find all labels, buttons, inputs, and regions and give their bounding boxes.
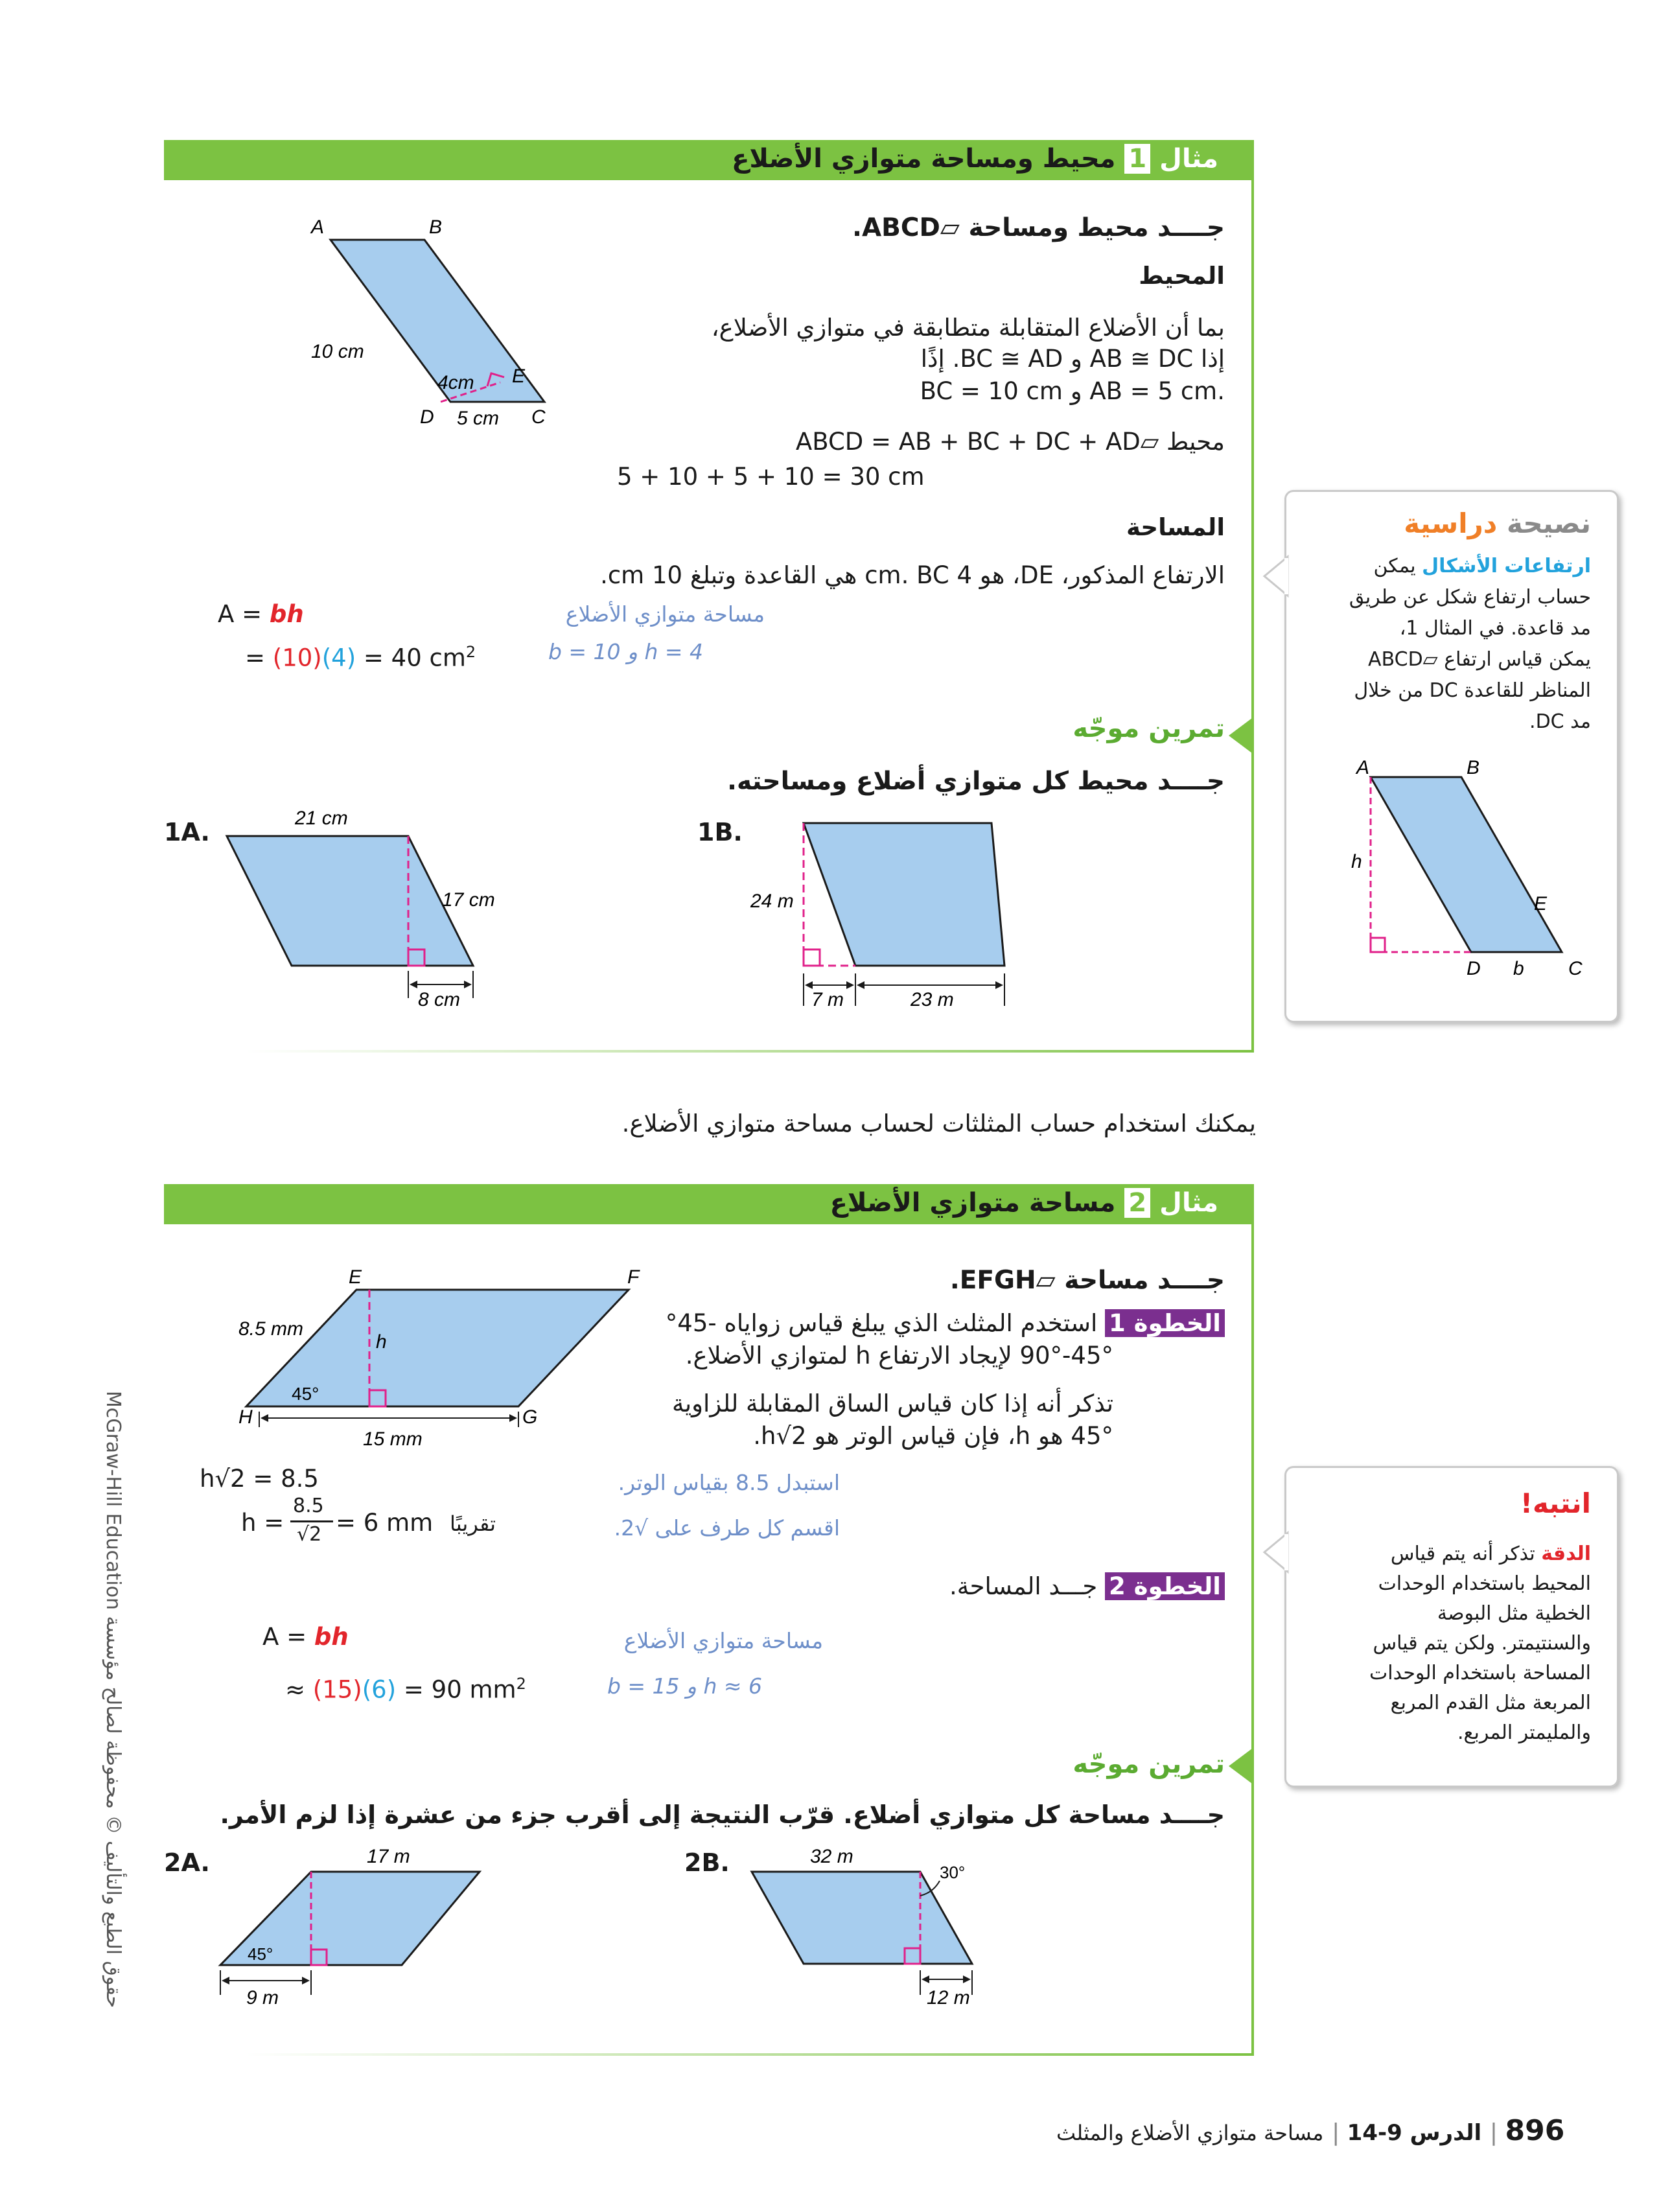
formula2-line2: ≈ (15)(6) = 90 $mm^2$ — [285, 1675, 526, 1704]
note2-substitute: استبدل 8.5 بقياس الوتر. — [618, 1470, 840, 1495]
perimeter-line-2: إذا AB ≅ DC و BC ≅ AD. إذًا — [920, 345, 1225, 373]
study-tip-box — [1284, 490, 1619, 1023]
tip-label-d: D — [1467, 958, 1481, 979]
tip-label-e: E — [1534, 893, 1548, 914]
parallelogram-1b — [804, 823, 1004, 966]
label-h-vertex: H — [238, 1406, 253, 1428]
note2-values: b = 15 و h ≈ 6 — [607, 1673, 762, 1699]
guided2-pointer — [1229, 1749, 1252, 1784]
caution-line-1: الدقة تذكر أنه يتم قياس — [1390, 1543, 1591, 1565]
guided1-prompt: جــــد محيط كل متوازي أضلاع ومساحته. — [727, 767, 1225, 796]
example2-frame-bottom — [246, 2053, 1254, 2056]
example1-figure — [285, 207, 596, 480]
eq-h-root2: h√2 = 8.5 — [200, 1465, 319, 1493]
study-tip-title: نصيحة دراسية — [1404, 507, 1591, 539]
example1-prompt: جــــد محيط ومساحة ▱ABCD. — [852, 213, 1225, 242]
label-h-height: h — [376, 1331, 387, 1353]
perimeter-heading: المحيط — [1139, 262, 1225, 290]
label-2a-bottom: 9 m — [246, 1987, 279, 2008]
label-d: D — [420, 406, 434, 428]
caution-line-6: المربعة مثل القدم المربع — [1390, 1692, 1591, 1714]
formula1-line2: = (10)(4) = 40 $cm^2$ — [245, 643, 476, 672]
problem-1b-label: 1B. — [697, 818, 743, 846]
example2-title: مثال 2 مساحة متوازي الأضلاع — [830, 1188, 1218, 1218]
label-e: E — [512, 366, 526, 387]
guided2-title: تمرين موجّه — [1073, 1749, 1225, 1779]
study-tip-pointer — [1264, 557, 1288, 596]
study-tip-line-6: مد DC. — [1529, 710, 1591, 733]
label-f: F — [627, 1266, 640, 1288]
study-tip-line-3: مد قاعدة. في المثال 1، — [1399, 617, 1591, 640]
area-line-1: الارتفاع المذكور، DE، هو 4 cm. BC هي القاعدة وتبلغ 10 cm. — [600, 561, 1225, 589]
footer-title: مساحة متوازي الأضلاع والمثلث — [1056, 2121, 1324, 2145]
caution-title: انتبه! — [1520, 1487, 1591, 1519]
parallelogram-2b — [752, 1872, 972, 1964]
label-1b-left: 7 m — [811, 989, 844, 1010]
label-height-4cm: 4cm — [437, 372, 474, 393]
problem-2b-label: 2B. — [684, 1848, 730, 1877]
label-1a-bottom: 8 cm — [418, 989, 461, 1010]
example1-frame-right — [1251, 180, 1254, 1052]
example2-frame-right — [1251, 1224, 1254, 2056]
problem-1a-figure — [214, 804, 499, 1011]
caution-line-7: والمليمتر المربع. — [1457, 1721, 1591, 1744]
example2-figure — [220, 1257, 661, 1450]
guided1-title: تمرين موجّه — [1073, 714, 1225, 743]
label-1b-height: 24 m — [750, 891, 794, 912]
label-2b-angle: 30° — [940, 1863, 966, 1882]
fraction-bar — [290, 1520, 333, 1522]
perimeter-line-4: محيط ▱ABCD = AB + BC + DC + AD — [795, 428, 1225, 456]
step1-line-4: 45° هو h، فإن قياس الوتر هو h√2. — [753, 1422, 1113, 1450]
note2-divide: اقسم كل طرف على √2. — [614, 1515, 840, 1541]
tip-label-c: C — [1568, 958, 1583, 979]
example2-header — [164, 1184, 1254, 1224]
perimeter-line-3: BC = 10 cm و AB = 5 cm. — [920, 377, 1225, 405]
study-tip-line-2: حساب ارتفاع شكل عن طريق — [1349, 586, 1591, 609]
label-c: C — [531, 406, 546, 428]
guided1-pointer — [1229, 718, 1252, 753]
bridge-sentence: يمكنك استخدام حساب المثلثات لحساب مساحة متوازي الأضلاع. — [621, 1110, 1256, 1137]
study-tip-line-4: يمكن قياس ارتفاع ▱ABCD — [1368, 648, 1591, 671]
area-heading: المساحة — [1126, 513, 1225, 541]
problem-1b-figure — [739, 804, 1024, 1024]
step2-line: الخطوة 2 جـــد المساحة. — [949, 1570, 1225, 1603]
parallelogram-1a — [227, 836, 473, 966]
tip-label-b: B — [1467, 757, 1480, 778]
note1-values: b = 10 و h = 4 — [548, 639, 703, 664]
label-g: G — [522, 1406, 538, 1428]
label-angle-45: 45° — [292, 1384, 319, 1404]
label-2a-angle: 45° — [248, 1944, 273, 1964]
label-base-5cm: 5 cm — [457, 408, 500, 429]
label-side-8-5: 8.5 mm — [238, 1318, 304, 1340]
label-e2: E — [349, 1266, 362, 1288]
label-b: B — [429, 216, 443, 238]
caution-line-3: الخطية مثل البوصة — [1437, 1602, 1591, 1625]
perimeter-line-1: بما أن الأضلاع المتقابلة متطابقة في متوازي الأضلاع، — [711, 314, 1225, 342]
page-number: 896 — [1505, 2114, 1565, 2147]
problem-2b-figure — [745, 1834, 1004, 2016]
step1-line-1: الخطوة 1 استخدم المثلث الذي يبلغ قياس زواياه -45° — [666, 1307, 1225, 1340]
problem-2a-figure — [214, 1834, 493, 2016]
footer: مساحة متوازي الأضلاع والمثلث | الدرس 9-14 | 896 — [1056, 2114, 1565, 2147]
label-1b-right: 23 m — [911, 989, 954, 1010]
formula2-line1: A = bh — [262, 1623, 349, 1651]
example2-prompt: جــــد مساحة ▱EFGH. — [949, 1266, 1225, 1295]
step1-line-3: تذكر أنه إذا كان قياس الساق المقابلة للزاوية — [672, 1390, 1113, 1417]
label-base-15: 15 mm — [363, 1428, 423, 1450]
caution-pointer — [1264, 1533, 1288, 1572]
step1-line-2: 45°-90° لإيجاد الارتفاع h لمتوازي الأضلاع. — [685, 1342, 1113, 1369]
tip-label-a: A — [1356, 757, 1370, 778]
label-1a-top: 21 cm — [295, 808, 348, 829]
problem-1a-label: 1A. — [164, 818, 210, 846]
example1-title: مثال 1 محيط ومساحة متوازي الأضلاع — [732, 144, 1218, 174]
label-2a-top: 17 m — [367, 1846, 410, 1867]
caution-line-5: المساحة باستخدام الوحدات — [1369, 1662, 1591, 1684]
study-tip-line-1: ارتفاعات الأشكال يمكن — [1373, 555, 1591, 577]
problem-2a-label: 2A. — [164, 1848, 210, 1877]
guided2-prompt: جــــد مساحة كل متوازي أضلاع. قرّب النتيجة إلى أقرب جزء من عشرة إذا لزم الأمر. — [220, 1800, 1225, 1829]
formula1-line1: A = bh — [218, 600, 304, 628]
tip-label-h: h — [1351, 851, 1362, 872]
copyright-vertical: حقوق الطبع والتأليف © محفوظة لصالح مؤسسة McGraw-Hill Education — [102, 1390, 124, 2008]
study-tip-figure — [1299, 751, 1604, 1010]
caution-line-4: والسنتيمتر. ولكن يتم قياس — [1373, 1632, 1591, 1655]
label-a: A — [311, 216, 325, 238]
example1-frame-bottom — [246, 1050, 1254, 1053]
caution-line-2: المحيط باستخدام الوحدات — [1378, 1572, 1591, 1595]
tip-label-b-base: b — [1513, 958, 1524, 979]
study-tip-line-5: المناظر للقاعدة DC من خلال — [1354, 679, 1591, 702]
note2-area: مساحة متوازي الأضلاع — [623, 1628, 823, 1653]
label-2b-top: 32 m — [810, 1846, 853, 1867]
right-angle-1b — [804, 949, 820, 966]
label-side-10cm: 10 cm — [311, 341, 364, 362]
parallelogram-tip — [1371, 777, 1562, 952]
caution-box — [1284, 1466, 1619, 1787]
note1-area: مساحة متوازي الأضلاع — [565, 601, 765, 627]
footer-lesson: الدرس 9-14 — [1347, 2120, 1482, 2146]
perimeter-line-5: 5 + 10 + 5 + 10 = 30 cm — [617, 463, 925, 491]
label-1a-side: 17 cm — [442, 889, 495, 911]
example1-header — [164, 140, 1254, 180]
label-2b-bottom: 12 m — [927, 1987, 970, 2008]
